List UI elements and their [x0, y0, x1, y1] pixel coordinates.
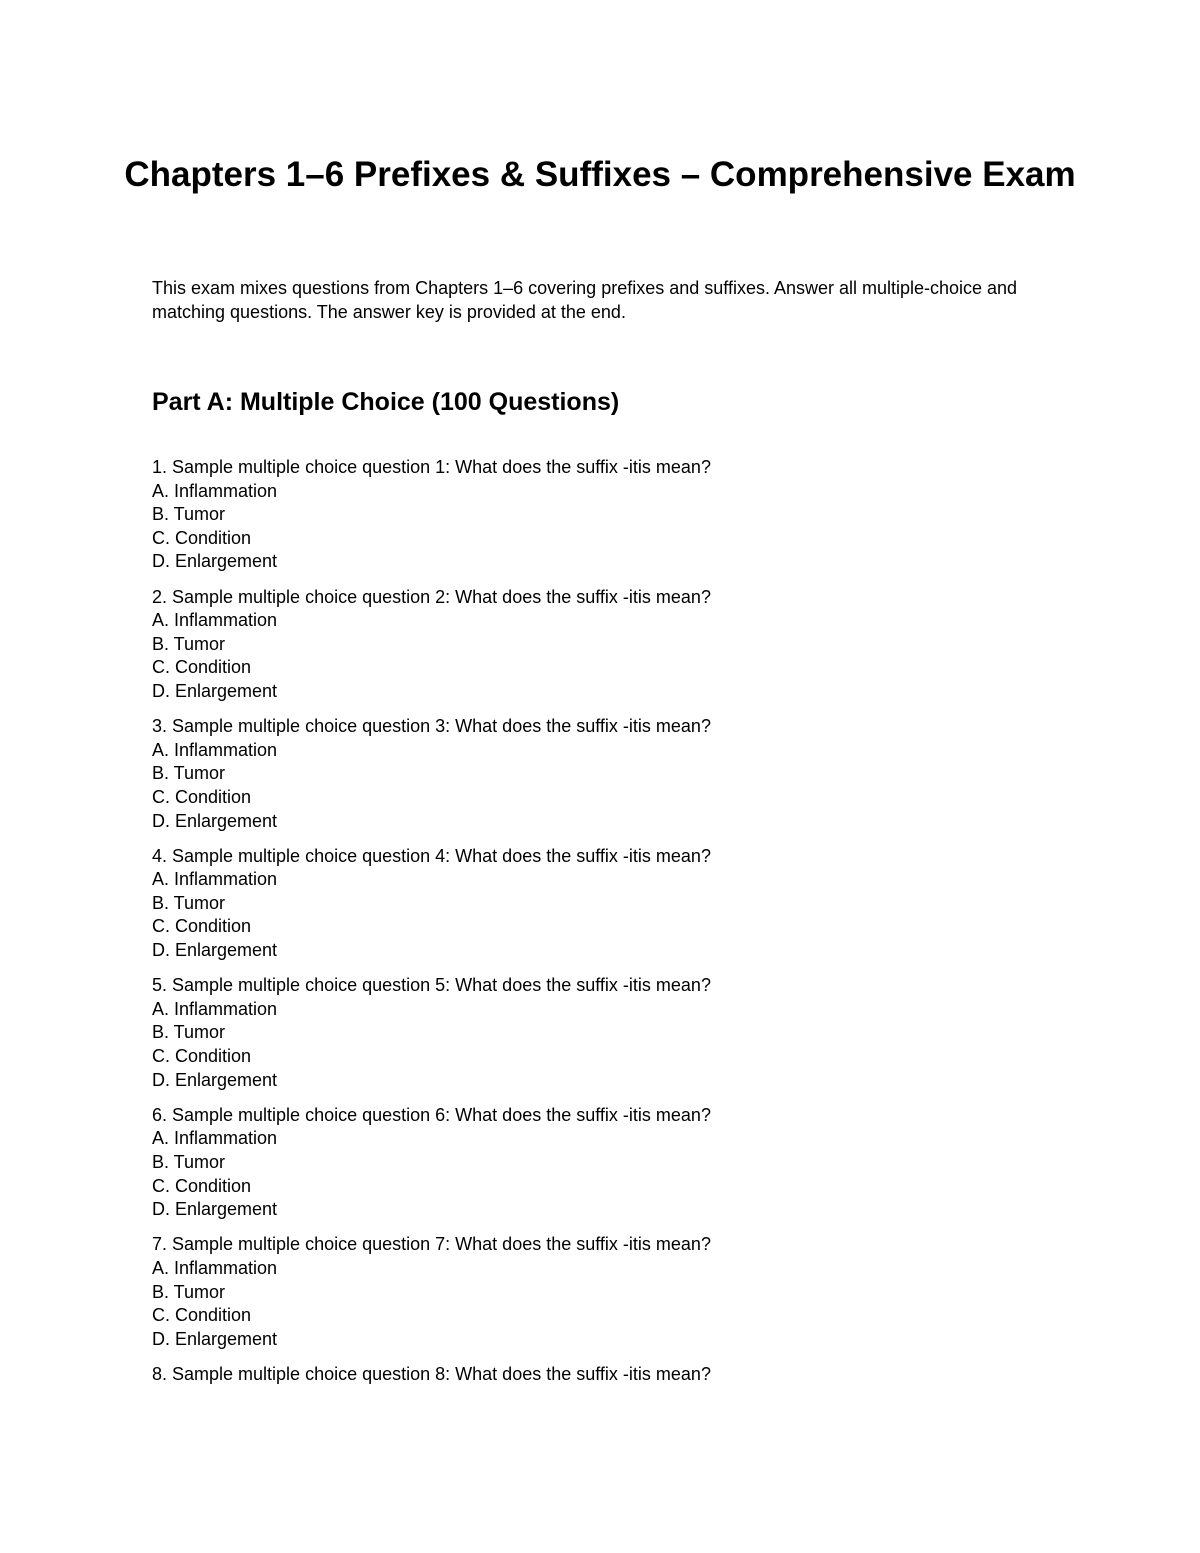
answer-option: D. Enlargement: [152, 810, 278, 831]
question-prompt: 1. Sample multiple choice question 1: What does the suffix -itis mean?: [152, 457, 711, 477]
question-item: [152, 456, 1052, 574]
answer-option: C. Condition: [152, 1175, 252, 1196]
answer-option: A. Inflammation: [152, 1128, 278, 1149]
answer-option: A. Inflammation: [152, 869, 278, 890]
question-list: [152, 456, 1052, 1398]
answer-option: D. Enlargement: [152, 551, 278, 572]
answer-option: D. Enlargement: [152, 940, 278, 961]
question-prompt: 4. Sample multiple choice question 4: What does the suffix -itis mean?: [152, 845, 711, 866]
answer-option: A. Inflammation: [152, 610, 278, 631]
question-prompt: 6. Sample multiple choice question 6: What does the suffix -itis mean?: [152, 1104, 711, 1125]
answer-option: C. Condition: [152, 527, 252, 548]
answer-option: D. Enlargement: [152, 1328, 278, 1349]
answer-option: B. Tumor: [152, 1022, 226, 1043]
answer-option: B. Tumor: [152, 1281, 226, 1302]
question-item: [152, 1363, 1052, 1387]
answer-option: B. Tumor: [152, 1152, 226, 1172]
question-item: [152, 586, 1052, 704]
question-prompt: 2. Sample multiple choice question 2: What does the suffix -itis mean?: [152, 586, 711, 607]
answer-option: C. Condition: [152, 1046, 252, 1067]
question-prompt: 3. Sample multiple choice question 3: What does the suffix -itis mean?: [152, 716, 711, 737]
answer-option: A. Inflammation: [152, 739, 278, 760]
answer-option: C. Condition: [152, 1305, 252, 1326]
question-prompt: 5. Sample multiple choice question 5: What does the suffix -itis mean?: [152, 975, 711, 996]
answer-option: A. Inflammation: [152, 480, 278, 501]
answer-option: C. Condition: [152, 786, 252, 807]
answer-option: D. Enlargement: [152, 680, 278, 701]
question-item: [152, 1104, 1052, 1222]
question-prompt: 7. Sample multiple choice question 7: What does the suffix -itis mean?: [152, 1234, 711, 1255]
answer-option: C. Condition: [152, 916, 252, 937]
answer-option: B. Tumor: [152, 633, 226, 654]
answer-option: C. Condition: [152, 657, 252, 678]
answer-option: B. Tumor: [152, 763, 226, 784]
answer-option: A. Inflammation: [152, 998, 278, 1019]
answer-option: D. Enlargement: [152, 1199, 278, 1220]
question-item: [152, 974, 1052, 1092]
question-prompt: 8. Sample multiple choice question 8: What does the suffix -itis mean?: [152, 1363, 711, 1384]
page-title: Chapters 1–6 Prefixes & Suffixes – Comprehensive Exam: [124, 155, 1076, 194]
answer-option: B. Tumor: [152, 504, 226, 525]
question-item: [152, 1233, 1052, 1351]
answer-option: D. Enlargement: [152, 1069, 278, 1090]
answer-option: B. Tumor: [152, 892, 226, 913]
intro-paragraph: This exam mixes questions from Chapters 1–6 covering prefixes and suffixes. Answer all multiple-choice and matching questions. The answer key is provided at the end.: [152, 278, 1018, 322]
question-item: [152, 715, 1052, 833]
answer-option: A. Inflammation: [152, 1257, 278, 1278]
part-a-heading: Part A: Multiple Choice (100 Questions): [152, 388, 620, 416]
question-item: [152, 845, 1052, 963]
